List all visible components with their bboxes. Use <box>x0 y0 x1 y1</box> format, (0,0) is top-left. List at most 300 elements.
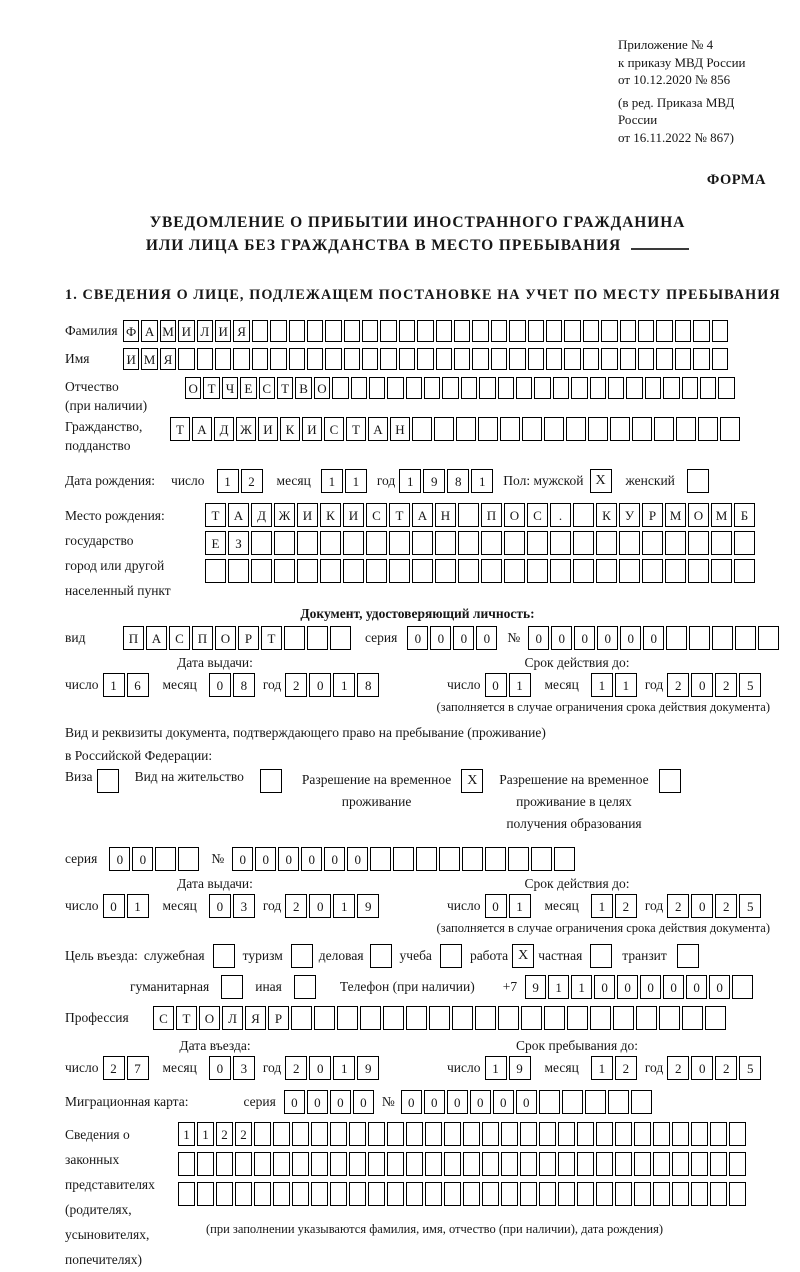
char-cell[interactable]: С <box>259 377 275 399</box>
char-cell[interactable] <box>406 1006 427 1030</box>
char-cell[interactable] <box>454 348 470 370</box>
char-cell[interactable] <box>463 1122 480 1146</box>
char-cell[interactable]: 0 <box>232 847 253 871</box>
char-cell[interactable] <box>349 1182 366 1206</box>
char-cell[interactable]: 1 <box>197 1122 214 1146</box>
char-cell[interactable] <box>672 1182 689 1206</box>
char-cell[interactable]: Я <box>233 320 249 342</box>
char-cell[interactable]: Т <box>205 503 226 527</box>
char-cell[interactable] <box>425 1152 442 1176</box>
char-cell[interactable] <box>504 559 525 583</box>
char-cell[interactable]: 6 <box>127 673 149 697</box>
char-cell[interactable] <box>412 531 433 555</box>
char-cell[interactable] <box>369 377 385 399</box>
char-cell[interactable]: 0 <box>691 894 713 918</box>
char-cell[interactable]: 1 <box>127 894 149 918</box>
char-cell[interactable]: 2 <box>103 1056 125 1080</box>
char-cell[interactable] <box>498 377 514 399</box>
char-cell[interactable] <box>406 377 422 399</box>
char-cell[interactable]: 0 <box>103 894 125 918</box>
char-cell[interactable] <box>215 348 231 370</box>
purpose-turizm-checkbox[interactable] <box>291 944 313 968</box>
char-cell[interactable]: 2 <box>667 894 689 918</box>
char-cell[interactable] <box>274 531 295 555</box>
char-cell[interactable] <box>734 559 755 583</box>
char-cell[interactable] <box>688 559 709 583</box>
char-cell[interactable]: 0 <box>516 1090 537 1114</box>
char-cell[interactable] <box>509 348 525 370</box>
char-cell[interactable] <box>711 531 732 555</box>
char-cell[interactable]: 8 <box>233 673 255 697</box>
char-cell[interactable] <box>366 531 387 555</box>
char-cell[interactable] <box>653 1152 670 1176</box>
char-cell[interactable] <box>330 1182 347 1206</box>
char-cell[interactable] <box>289 320 305 342</box>
char-cell[interactable] <box>307 626 328 650</box>
char-cell[interactable]: Т <box>203 377 219 399</box>
purpose-tranzit-checkbox[interactable] <box>677 944 699 968</box>
char-cell[interactable]: 0 <box>255 847 276 871</box>
char-cell[interactable]: 1 <box>591 894 613 918</box>
char-cell[interactable]: 9 <box>357 1056 379 1080</box>
char-cell[interactable] <box>235 1152 252 1176</box>
char-cell[interactable]: 0 <box>594 975 615 999</box>
char-cell[interactable] <box>610 417 630 441</box>
char-cell[interactable]: Т <box>277 377 293 399</box>
char-cell[interactable]: 0 <box>485 673 507 697</box>
char-cell[interactable] <box>178 1182 195 1206</box>
char-cell[interactable]: 0 <box>284 1090 305 1114</box>
char-cell[interactable] <box>284 626 305 650</box>
char-cell[interactable]: 0 <box>324 847 345 871</box>
char-cell[interactable] <box>705 1006 726 1030</box>
char-cell[interactable]: 0 <box>330 1090 351 1114</box>
char-cell[interactable] <box>550 559 571 583</box>
char-cell[interactable] <box>656 348 672 370</box>
char-cell[interactable]: 0 <box>209 894 231 918</box>
char-cell[interactable] <box>368 1182 385 1206</box>
char-cell[interactable]: 1 <box>399 469 421 493</box>
char-cell[interactable] <box>729 1182 746 1206</box>
char-cell[interactable] <box>481 531 502 555</box>
char-cell[interactable] <box>645 377 661 399</box>
char-cell[interactable] <box>406 1182 423 1206</box>
char-cell[interactable]: 7 <box>127 1056 149 1080</box>
char-cell[interactable] <box>307 348 323 370</box>
char-cell[interactable] <box>732 975 753 999</box>
char-cell[interactable] <box>615 1182 632 1206</box>
char-cell[interactable]: 2 <box>285 673 307 697</box>
char-cell[interactable]: О <box>199 1006 220 1030</box>
char-cell[interactable]: О <box>215 626 236 650</box>
char-cell[interactable] <box>444 1122 461 1146</box>
rvp-checkbox[interactable]: X <box>461 769 483 793</box>
char-cell[interactable]: 0 <box>401 1090 422 1114</box>
char-cell[interactable] <box>475 1006 496 1030</box>
char-cell[interactable] <box>442 377 458 399</box>
char-cell[interactable] <box>508 847 529 871</box>
char-cell[interactable]: 0 <box>643 626 664 650</box>
char-cell[interactable] <box>273 1122 290 1146</box>
char-cell[interactable] <box>482 1182 499 1206</box>
char-cell[interactable]: 3 <box>233 894 255 918</box>
char-cell[interactable] <box>330 1152 347 1176</box>
char-cell[interactable] <box>539 1122 556 1146</box>
char-cell[interactable] <box>360 1006 381 1030</box>
char-cell[interactable] <box>573 559 594 583</box>
char-cell[interactable] <box>452 1006 473 1030</box>
char-cell[interactable]: . <box>550 503 571 527</box>
char-cell[interactable]: 0 <box>309 673 331 697</box>
char-cell[interactable] <box>638 348 654 370</box>
char-cell[interactable] <box>251 531 272 555</box>
char-cell[interactable]: И <box>302 417 322 441</box>
char-cell[interactable]: Ж <box>274 503 295 527</box>
char-cell[interactable] <box>383 1006 404 1030</box>
char-cell[interactable] <box>501 1122 518 1146</box>
char-cell[interactable] <box>558 1182 575 1206</box>
char-cell[interactable]: 0 <box>301 847 322 871</box>
char-cell[interactable] <box>691 1122 708 1146</box>
char-cell[interactable] <box>527 531 548 555</box>
char-cell[interactable] <box>588 417 608 441</box>
char-cell[interactable]: 1 <box>178 1122 195 1146</box>
char-cell[interactable] <box>601 348 617 370</box>
char-cell[interactable] <box>491 320 507 342</box>
char-cell[interactable] <box>758 626 779 650</box>
char-cell[interactable]: 0 <box>493 1090 514 1114</box>
char-cell[interactable] <box>320 531 341 555</box>
char-cell[interactable] <box>691 1152 708 1176</box>
char-cell[interactable] <box>368 1122 385 1146</box>
char-cell[interactable] <box>481 559 502 583</box>
char-cell[interactable] <box>608 1090 629 1114</box>
char-cell[interactable]: О <box>314 377 330 399</box>
char-cell[interactable] <box>417 348 433 370</box>
char-cell[interactable] <box>711 559 732 583</box>
char-cell[interactable]: 1 <box>333 673 355 697</box>
char-cell[interactable] <box>482 1152 499 1176</box>
char-cell[interactable]: 0 <box>209 1056 231 1080</box>
char-cell[interactable] <box>571 377 587 399</box>
char-cell[interactable]: 1 <box>591 673 613 697</box>
char-cell[interactable] <box>399 320 415 342</box>
purpose-rabota-checkbox[interactable]: X <box>512 944 534 968</box>
char-cell[interactable] <box>631 1090 652 1114</box>
char-cell[interactable] <box>659 1006 680 1030</box>
char-cell[interactable]: 0 <box>709 975 730 999</box>
char-cell[interactable]: К <box>280 417 300 441</box>
char-cell[interactable]: Д <box>251 503 272 527</box>
char-cell[interactable]: Н <box>435 503 456 527</box>
char-cell[interactable] <box>330 1122 347 1146</box>
char-cell[interactable] <box>463 1152 480 1176</box>
char-cell[interactable] <box>528 348 544 370</box>
char-cell[interactable] <box>436 348 452 370</box>
char-cell[interactable]: Е <box>205 531 226 555</box>
char-cell[interactable] <box>491 348 507 370</box>
char-cell[interactable] <box>656 320 672 342</box>
char-cell[interactable] <box>642 531 663 555</box>
char-cell[interactable] <box>700 377 716 399</box>
char-cell[interactable]: М <box>141 348 157 370</box>
char-cell[interactable]: И <box>297 503 318 527</box>
visa-checkbox[interactable] <box>97 769 119 793</box>
char-cell[interactable] <box>387 1152 404 1176</box>
char-cell[interactable] <box>343 559 364 583</box>
char-cell[interactable] <box>362 348 378 370</box>
char-cell[interactable] <box>564 320 580 342</box>
char-cell[interactable] <box>626 377 642 399</box>
char-cell[interactable] <box>344 320 360 342</box>
char-cell[interactable] <box>710 1122 727 1146</box>
char-cell[interactable]: С <box>324 417 344 441</box>
char-cell[interactable] <box>663 377 679 399</box>
char-cell[interactable] <box>297 531 318 555</box>
char-cell[interactable]: 0 <box>691 673 713 697</box>
char-cell[interactable]: 5 <box>739 1056 761 1080</box>
char-cell[interactable] <box>590 1006 611 1030</box>
char-cell[interactable]: 0 <box>407 626 428 650</box>
char-cell[interactable] <box>228 559 249 583</box>
char-cell[interactable] <box>393 847 414 871</box>
char-cell[interactable] <box>676 417 696 441</box>
char-cell[interactable] <box>501 1182 518 1206</box>
char-cell[interactable] <box>596 1152 613 1176</box>
char-cell[interactable] <box>666 626 687 650</box>
char-cell[interactable] <box>205 559 226 583</box>
char-cell[interactable]: У <box>619 503 640 527</box>
char-cell[interactable] <box>632 417 652 441</box>
char-cell[interactable]: 2 <box>216 1122 233 1146</box>
char-cell[interactable]: 2 <box>667 673 689 697</box>
purpose-inaya-checkbox[interactable] <box>294 975 316 999</box>
char-cell[interactable]: М <box>711 503 732 527</box>
char-cell[interactable] <box>461 377 477 399</box>
char-cell[interactable] <box>596 531 617 555</box>
char-cell[interactable]: 0 <box>453 626 474 650</box>
char-cell[interactable] <box>691 1182 708 1206</box>
char-cell[interactable] <box>155 847 176 871</box>
char-cell[interactable]: 0 <box>691 1056 713 1080</box>
char-cell[interactable]: 2 <box>715 1056 737 1080</box>
char-cell[interactable] <box>498 1006 519 1030</box>
char-cell[interactable] <box>387 1182 404 1206</box>
char-cell[interactable] <box>693 348 709 370</box>
char-cell[interactable]: 0 <box>476 626 497 650</box>
char-cell[interactable] <box>675 348 691 370</box>
char-cell[interactable] <box>216 1182 233 1206</box>
char-cell[interactable] <box>729 1152 746 1176</box>
char-cell[interactable] <box>332 377 348 399</box>
char-cell[interactable] <box>596 1182 613 1206</box>
char-cell[interactable] <box>436 320 452 342</box>
char-cell[interactable]: 0 <box>620 626 641 650</box>
char-cell[interactable]: 5 <box>739 673 761 697</box>
char-cell[interactable] <box>522 417 542 441</box>
char-cell[interactable]: Р <box>238 626 259 650</box>
char-cell[interactable]: 2 <box>285 1056 307 1080</box>
char-cell[interactable] <box>634 1182 651 1206</box>
char-cell[interactable] <box>380 320 396 342</box>
char-cell[interactable] <box>270 320 286 342</box>
char-cell[interactable] <box>454 320 470 342</box>
char-cell[interactable] <box>444 1152 461 1176</box>
char-cell[interactable] <box>439 847 460 871</box>
char-cell[interactable] <box>577 1152 594 1176</box>
char-cell[interactable] <box>539 1090 560 1114</box>
char-cell[interactable]: Б <box>734 503 755 527</box>
char-cell[interactable] <box>273 1182 290 1206</box>
char-cell[interactable] <box>482 1122 499 1146</box>
char-cell[interactable] <box>472 348 488 370</box>
char-cell[interactable]: 2 <box>715 894 737 918</box>
char-cell[interactable]: С <box>366 503 387 527</box>
char-cell[interactable]: П <box>481 503 502 527</box>
char-cell[interactable] <box>197 1182 214 1206</box>
char-cell[interactable] <box>311 1152 328 1176</box>
char-cell[interactable] <box>458 559 479 583</box>
char-cell[interactable]: 0 <box>470 1090 491 1114</box>
char-cell[interactable] <box>546 348 562 370</box>
char-cell[interactable] <box>435 559 456 583</box>
char-cell[interactable] <box>596 1122 613 1146</box>
char-cell[interactable]: А <box>146 626 167 650</box>
char-cell[interactable]: 0 <box>347 847 368 871</box>
char-cell[interactable] <box>416 847 437 871</box>
char-cell[interactable]: 5 <box>739 894 761 918</box>
char-cell[interactable] <box>311 1122 328 1146</box>
char-cell[interactable] <box>634 1122 651 1146</box>
char-cell[interactable] <box>178 1152 195 1176</box>
char-cell[interactable] <box>504 531 525 555</box>
char-cell[interactable] <box>297 559 318 583</box>
char-cell[interactable] <box>458 531 479 555</box>
char-cell[interactable] <box>509 320 525 342</box>
char-cell[interactable] <box>362 320 378 342</box>
char-cell[interactable] <box>613 1006 634 1030</box>
char-cell[interactable]: 0 <box>353 1090 374 1114</box>
char-cell[interactable] <box>682 1006 703 1030</box>
char-cell[interactable]: 1 <box>548 975 569 999</box>
char-cell[interactable]: 0 <box>551 626 572 650</box>
vnj-checkbox[interactable] <box>260 769 282 793</box>
char-cell[interactable] <box>344 348 360 370</box>
char-cell[interactable] <box>567 1006 588 1030</box>
char-cell[interactable]: А <box>228 503 249 527</box>
char-cell[interactable] <box>566 417 586 441</box>
char-cell[interactable]: 2 <box>235 1122 252 1146</box>
char-cell[interactable] <box>585 1090 606 1114</box>
char-cell[interactable] <box>642 559 663 583</box>
char-cell[interactable] <box>435 531 456 555</box>
char-cell[interactable]: 9 <box>509 1056 531 1080</box>
char-cell[interactable]: А <box>141 320 157 342</box>
char-cell[interactable] <box>235 1182 252 1206</box>
char-cell[interactable] <box>521 1006 542 1030</box>
char-cell[interactable] <box>254 1152 271 1176</box>
char-cell[interactable] <box>406 1152 423 1176</box>
char-cell[interactable] <box>534 377 550 399</box>
char-cell[interactable]: Е <box>240 377 256 399</box>
char-cell[interactable] <box>573 503 594 527</box>
char-cell[interactable] <box>573 531 594 555</box>
char-cell[interactable] <box>539 1152 556 1176</box>
char-cell[interactable]: 8 <box>447 469 469 493</box>
char-cell[interactable]: 2 <box>715 673 737 697</box>
char-cell[interactable]: Р <box>642 503 663 527</box>
char-cell[interactable] <box>546 320 562 342</box>
char-cell[interactable] <box>558 1122 575 1146</box>
char-cell[interactable] <box>596 559 617 583</box>
char-cell[interactable] <box>527 559 548 583</box>
char-cell[interactable]: 9 <box>525 975 546 999</box>
char-cell[interactable] <box>615 1152 632 1176</box>
char-cell[interactable] <box>485 847 506 871</box>
char-cell[interactable]: 1 <box>217 469 239 493</box>
char-cell[interactable] <box>387 1122 404 1146</box>
char-cell[interactable] <box>539 1182 556 1206</box>
char-cell[interactable]: Я <box>160 348 176 370</box>
char-cell[interactable] <box>665 559 686 583</box>
char-cell[interactable] <box>197 1152 214 1176</box>
purpose-delovaya-checkbox[interactable] <box>370 944 392 968</box>
char-cell[interactable] <box>554 847 575 871</box>
char-cell[interactable] <box>292 1182 309 1206</box>
char-cell[interactable] <box>544 417 564 441</box>
char-cell[interactable] <box>425 1122 442 1146</box>
char-cell[interactable] <box>197 348 213 370</box>
char-cell[interactable] <box>577 1182 594 1206</box>
char-cell[interactable] <box>712 348 728 370</box>
char-cell[interactable]: П <box>123 626 144 650</box>
char-cell[interactable] <box>458 503 479 527</box>
char-cell[interactable] <box>577 1122 594 1146</box>
char-cell[interactable]: А <box>412 503 433 527</box>
char-cell[interactable] <box>501 1152 518 1176</box>
char-cell[interactable] <box>500 417 520 441</box>
char-cell[interactable]: 1 <box>321 469 343 493</box>
char-cell[interactable] <box>273 1152 290 1176</box>
purpose-chastnaya-checkbox[interactable] <box>590 944 612 968</box>
char-cell[interactable] <box>330 626 351 650</box>
char-cell[interactable] <box>366 559 387 583</box>
char-cell[interactable]: 0 <box>663 975 684 999</box>
char-cell[interactable] <box>634 1152 651 1176</box>
char-cell[interactable]: 0 <box>309 894 331 918</box>
char-cell[interactable] <box>710 1182 727 1206</box>
char-cell[interactable]: 1 <box>345 469 367 493</box>
char-cell[interactable]: И <box>178 320 194 342</box>
char-cell[interactable]: З <box>228 531 249 555</box>
char-cell[interactable] <box>583 348 599 370</box>
char-cell[interactable] <box>689 626 710 650</box>
char-cell[interactable] <box>412 417 432 441</box>
char-cell[interactable] <box>343 531 364 555</box>
char-cell[interactable] <box>558 1152 575 1176</box>
char-cell[interactable] <box>424 377 440 399</box>
char-cell[interactable]: 2 <box>285 894 307 918</box>
char-cell[interactable]: К <box>320 503 341 527</box>
char-cell[interactable] <box>564 348 580 370</box>
char-cell[interactable] <box>320 559 341 583</box>
char-cell[interactable] <box>619 531 640 555</box>
char-cell[interactable]: 0 <box>597 626 618 650</box>
char-cell[interactable] <box>615 1122 632 1146</box>
char-cell[interactable] <box>583 320 599 342</box>
char-cell[interactable] <box>672 1122 689 1146</box>
char-cell[interactable] <box>349 1122 366 1146</box>
